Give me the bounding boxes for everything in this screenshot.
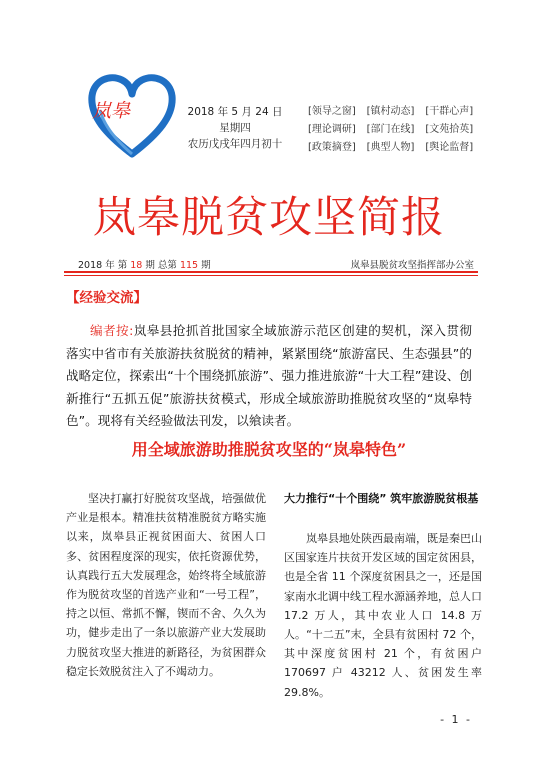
editor-note-text: 岚皋县抢抓首批国家全域旅游示范区创建的契机，深入贯彻落实中省市有关旅游扶贫脱贫的精神，紧紧围绕“旅游富民、生态强县”的战略定位，探索出“十个围绕抓旅游”、强力推进旅游“十大工程”建设、创新推行“五抓五促”旅游扶贫模式，形成全域旅游助推脱贫攻坚的“岚皋特色”。现将有关经验做法刊发，以飨读者。 [66, 323, 473, 428]
date-weekday: 星期四 [219, 122, 251, 134]
date-gregorian: 2018 年 5 月 24 日 [187, 106, 283, 118]
column-item: [政策摘登] [308, 142, 356, 153]
article-subheading: 大力推行“十个围绕” 筑牢旅游脱贫根基 [284, 492, 479, 505]
article-title: 用全域旅游助推脱贫攻坚的“岚皋特色” [131, 440, 407, 459]
date-lunar: 农历戊戌年四月初十 [187, 138, 283, 150]
column-item: [典型人物] [366, 142, 415, 153]
issue-total: 115 [179, 260, 199, 271]
issuing-office: 岚皋县脱贫攻坚指挥部办公室 [350, 260, 474, 271]
date-block [180, 104, 290, 152]
editor-note-label: 编者按: [90, 323, 134, 338]
masthead-title: 岚皋脱贫攻坚简报 [93, 193, 445, 243]
section-tag: 【经验交流】 [66, 290, 147, 306]
article-left-paragraph: 坚决打赢打好脱贫攻坚战，培强做优产业是根本。精准扶贫精准脱贫方略实施以来，岚皋县正视贫困面大、贫困人口多、贫困程度深的现实，依托资源优势，认真践行五大发展理念，始终将全域旅游作为脱贫攻坚的首选产业和“一号工程”，持之以恒、常抓不懈，锲而不舍、久久为功，健步走出了一条以旅游产业大发展助力脱贫攻坚大推进的新路径，为贫困群众稳定长效脱贫注入了不竭动力。 [66, 492, 266, 678]
article-right-paragraph: 岚皋县地处陕西最南端，既是秦巴山区国家连片扶贫开发区域的国定贫困县，也是全省 11 个深度贫困县之一，还是国家南水北调中线工程水源涵养地，总人口 17.2 万人，其中农业人口 14.8 万人。“十二五”末，全县有贫困村 72 个，其中深度贫困村 21 个，有贫困户 170697 户 43212 人、贫困发生率 29.8%。 [284, 532, 482, 699]
newsletter-logo [86, 70, 178, 162]
column-item: [镇村动态] [366, 106, 415, 117]
issue-line [78, 257, 211, 271]
issue-end: 期 [201, 260, 211, 271]
page-number: - 1 - [440, 713, 472, 726]
header-rule-thin [64, 275, 478, 276]
issue-mid: 期 总第 [145, 260, 177, 271]
logo-text: 岚皋 [92, 100, 131, 122]
issue-year: 2018 年 第 [78, 260, 128, 271]
column-item: [部门在线] [366, 124, 415, 135]
column-item: [理论调研] [308, 124, 356, 135]
column-index [308, 102, 484, 153]
editor-note [66, 320, 472, 433]
column-item: [文苑拾英] [425, 124, 474, 135]
column-item: [领导之窗] [308, 106, 356, 117]
header-rule [64, 271, 478, 273]
column-item: [舆论监督] [425, 142, 474, 153]
column-item: [干群心声] [425, 106, 474, 117]
issue-number: 18 [130, 260, 143, 271]
